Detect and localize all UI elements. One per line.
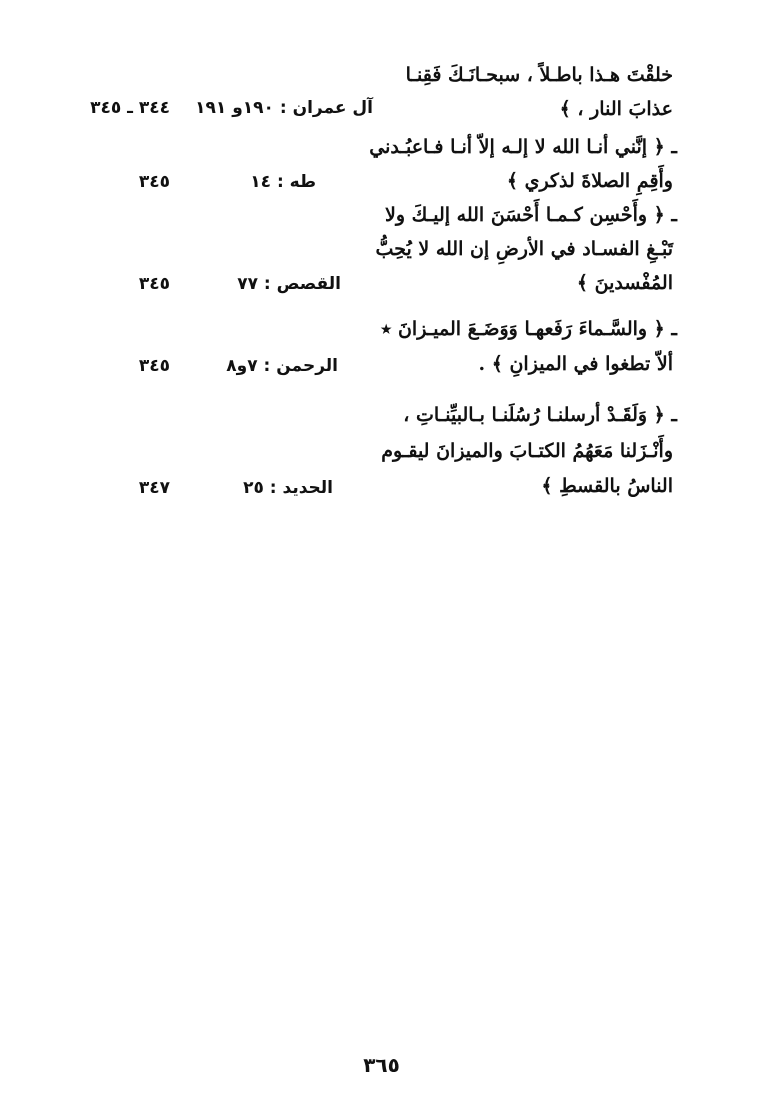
verse-line: خلقْتَ هـذا باطـلاً ، سبحـانَـكَ فَقِنـا [405,64,673,86]
verse-line: ـ ﴿ وأَحْسِن كـمـا أَحْسَنَ الله إليـكَ ولا [385,204,677,226]
verse-line: وأَنْـزَلنا مَعَهُمُ الكتـابَ والميزانَ ليقـوم [381,440,673,462]
surah-reference: الحديد : ٢٥ [243,478,333,498]
page-reference: ٣٤٥ [138,274,170,294]
surah-reference: القصص : ٧٧ [237,274,341,294]
verse-line: المُفْسدينَ ﴾ [576,272,673,294]
verse-line: ـ ﴿ إنَّني أنـا الله لا إلـه إلاّ أنـا فـاعبُـدني [369,136,677,158]
verse-line: ـ ﴿ والسَّـماءَ رَفَعهـا وَوَضَـعَ الميـزانَ ٭ [381,318,677,340]
surah-reference: الرحمن : ٧و٨ [226,356,338,376]
verse-line: تَبْـغِ الفسـاد في الأرضِ إن الله لا يُحِبُّ [375,238,673,260]
surah-reference: طه : ١٤ [250,172,316,192]
page-number: ٣٦٥ [363,1053,400,1077]
page-reference: ٣٤٤ ـ ٣٤٥ [90,98,170,118]
page-reference: ٣٤٧ [138,478,170,498]
verse-line: عذابَ النار ، ﴾ [559,98,673,120]
verse-line: الناسُ بالقسطِ ﴾ [541,475,673,497]
verse-line: وأَقِمِ الصلاةَ لذكري ﴾ [506,170,673,192]
surah-reference: آل عمران : ١٩٠و ١٩١ [195,98,373,118]
page-reference: ٣٤٥ [138,356,170,376]
verse-line: ـ ﴿ وَلَقَـدْ أرسلنـا رُسُلَنـا بـالبيِّنـاتِ ، [403,404,677,426]
page-reference: ٣٤٥ [138,172,170,192]
verse-line: ألاّ تطغوا في الميزانِ ﴾ . [478,353,673,375]
